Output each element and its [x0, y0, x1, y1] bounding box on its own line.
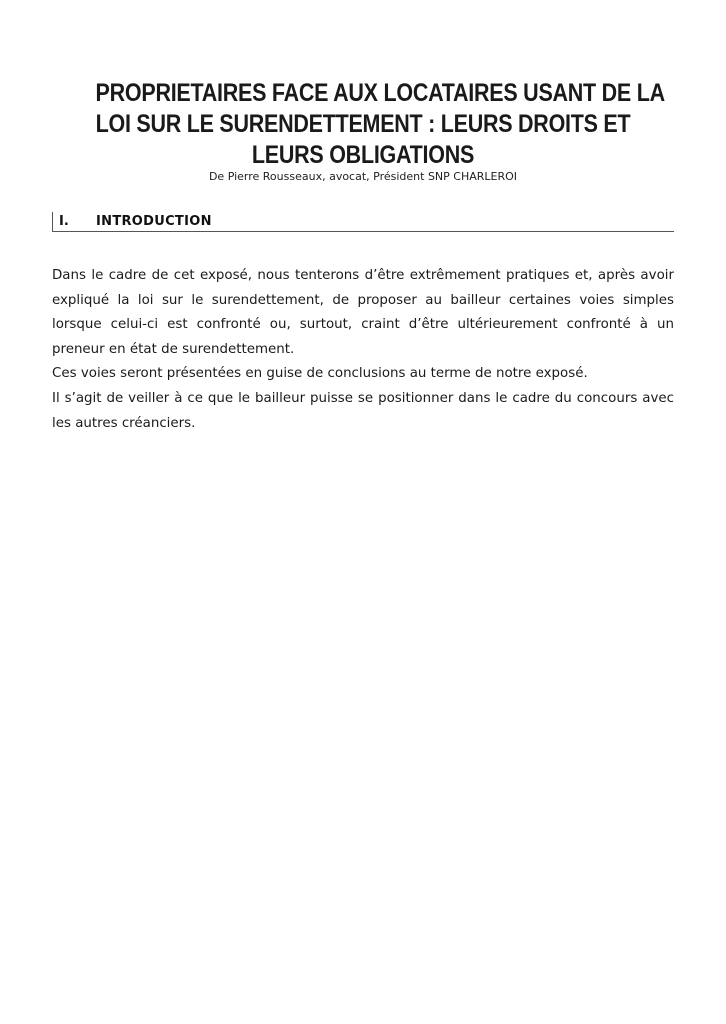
paragraph: Il s’agit de veiller à ce que le bailleur puisse se positionner dans le cadre du concours avec les autres créanciers.	[52, 390, 674, 431]
title-line: LEURS OBLIGATIONS	[251, 141, 475, 169]
title-line: PROPRIETAIRES FACE AUX LOCATAIRES USANT DE LA	[95, 79, 665, 107]
section-heading	[52, 212, 674, 232]
title-line: LOI SUR LE SURENDETTEMENT : LEURS DROITS ET	[95, 110, 631, 138]
author-line: De Pierre Rousseaux, avocat, Président SNP CHARLEROI	[208, 170, 518, 183]
introduction-body	[52, 264, 674, 436]
section-number: I.	[59, 214, 69, 229]
document-title	[95, 78, 665, 171]
paragraph: Ces voies seront présentées en guise de conclusions au terme de notre exposé.	[52, 366, 588, 382]
paragraph: Dans le cadre de cet exposé, nous tenterons d’être extrêmement pratiques et, après avoir expliqué la loi sur le surendettement, de proposer au bailleur certaines voies simples lorsque celui-ci est confronté ou, surtout, craint d’être ultérieurement confronté à un preneur en état de surendettement.	[52, 268, 674, 357]
section-title: INTRODUCTION	[96, 214, 212, 229]
